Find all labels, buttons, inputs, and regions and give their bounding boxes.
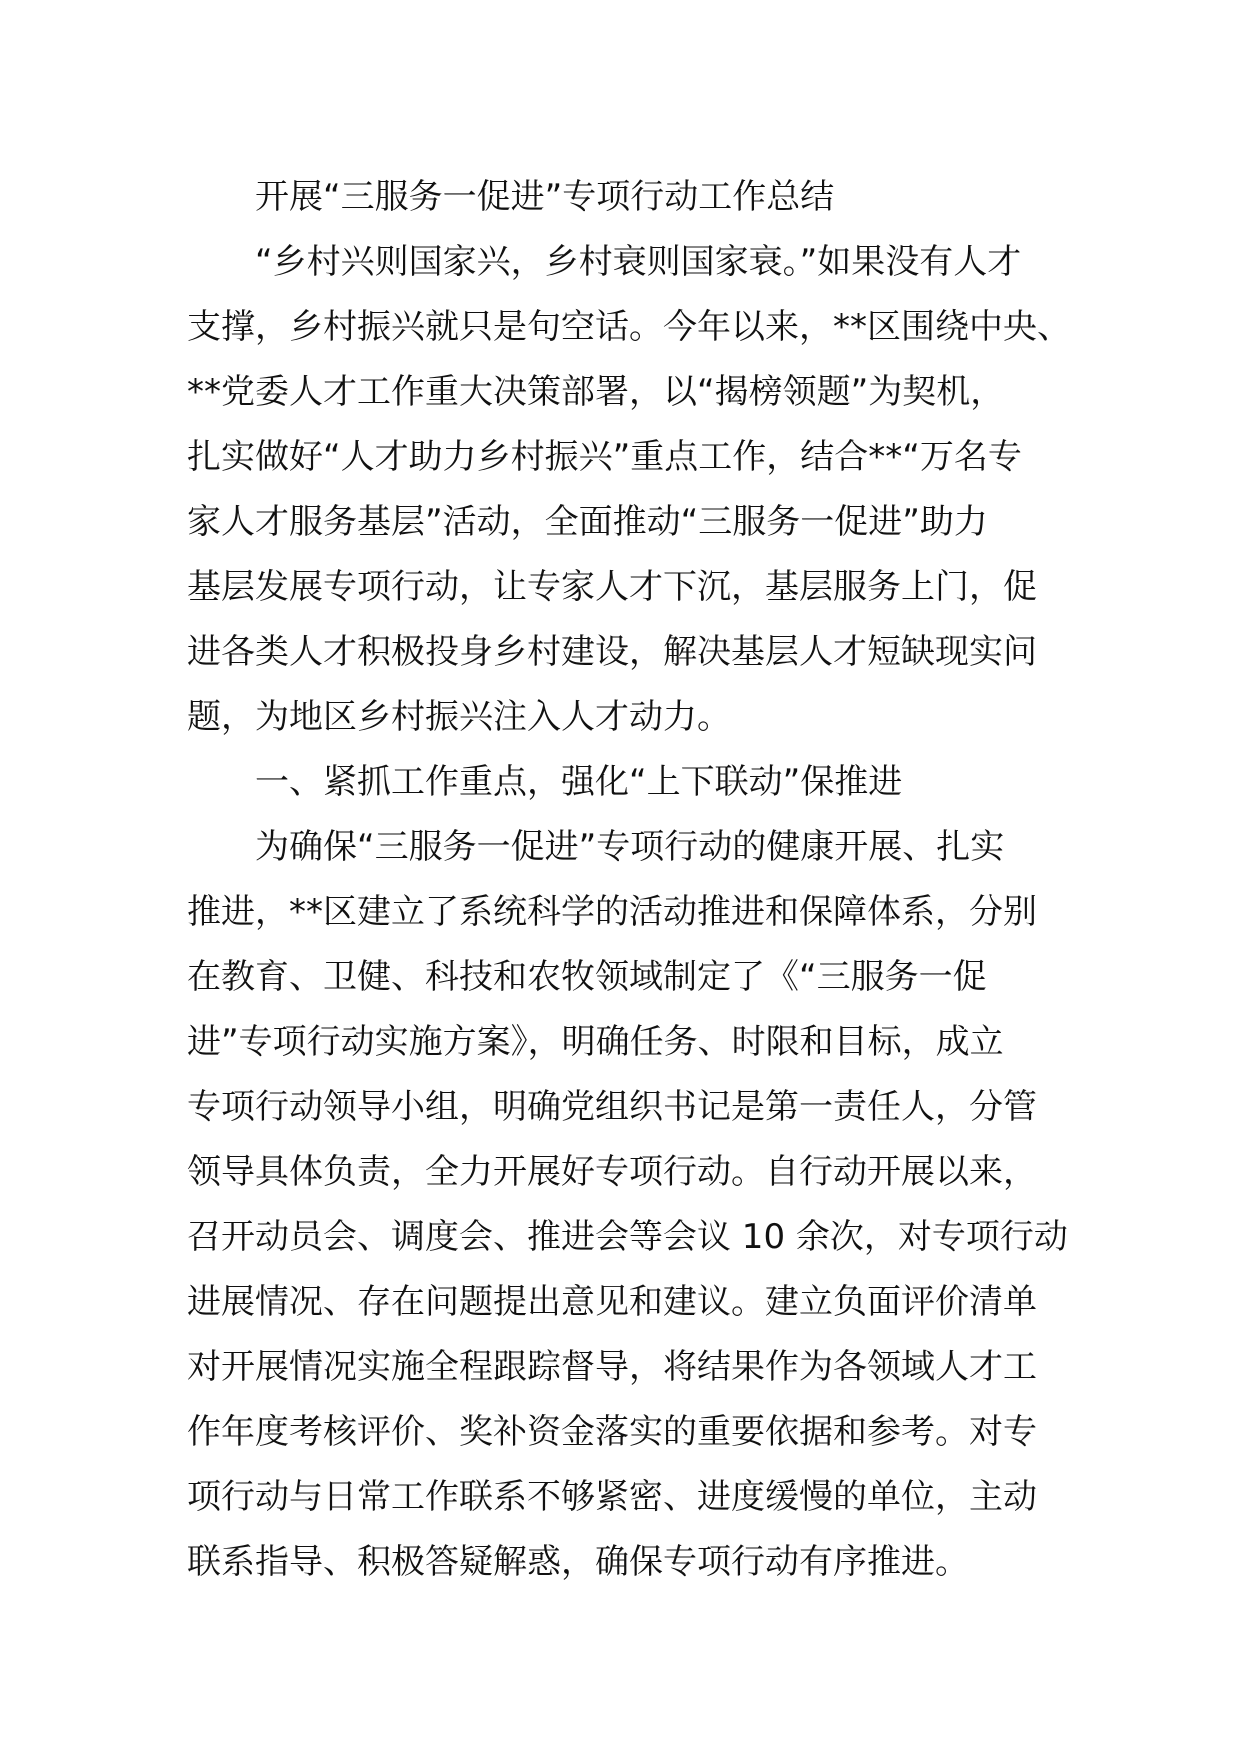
paragraph-line: 题，为地区乡村振兴注入人才动力。 bbox=[187, 697, 731, 737]
paragraph-line: 对开展情况实施全程跟踪督导，将结果作为各领域人才工 bbox=[187, 1347, 1037, 1387]
paragraph-line: 领导具体负责，全力开展好专项行动。自行动开展以来， bbox=[187, 1152, 1037, 1192]
paragraph-line: **党委人才工作重大决策部署，以“揭榜领题”为契机， bbox=[187, 372, 1005, 412]
document-title: 开展“三服务一促进”专项行动工作总结 bbox=[255, 177, 835, 217]
paragraph-line: 推进，**区建立了系统科学的活动推进和保障体系，分别 bbox=[187, 892, 1037, 932]
paragraph-line: 项行动与日常工作联系不够紧密、进度缓慢的单位，主动 bbox=[187, 1477, 1037, 1517]
paragraph-line: 召开动员会、调度会、推进会等会议 10 余次，对专项行动 bbox=[187, 1217, 1068, 1257]
paragraph-line: 进”专项行动实施方案》，明确任务、时限和目标，成立 bbox=[187, 1022, 1004, 1062]
paragraph-line: 为确保“三服务一促进”专项行动的健康开展、扎实 bbox=[255, 827, 1005, 867]
paragraph-line: 在教育、卫健、科技和农牧领域制定了《“三服务一促 bbox=[187, 957, 987, 997]
paragraph-line: 扎实做好“人才助力乡村振兴”重点工作，结合**“万名专 bbox=[187, 437, 1022, 477]
document-page bbox=[187, 165, 1071, 1595]
paragraph-line: 进各类人才积极投身乡村建设，解决基层人才短缺现实问 bbox=[187, 632, 1037, 672]
section-heading: 一、紧抓工作重点，强化“上下联动”保推进 bbox=[255, 762, 903, 802]
paragraph-line: 联系指导、积极答疑解惑，确保专项行动有序推进。 bbox=[187, 1542, 969, 1582]
paragraph-line: 进展情况、存在问题提出意见和建议。建立负面评价清单 bbox=[187, 1282, 1037, 1322]
paragraph-line: 支撑，乡村振兴就只是句空话。今年以来，**区围绕中央、 bbox=[187, 307, 1071, 347]
paragraph-line: 家人才服务基层”活动，全面推动“三服务一促进”助力 bbox=[187, 502, 988, 542]
paragraph-line: 基层发展专项行动，让专家人才下沉，基层服务上门，促 bbox=[187, 567, 1037, 607]
paragraph-line: “乡村兴则国家兴，乡村衰则国家衰。”如果没有人才 bbox=[255, 242, 1022, 282]
paragraph-line: 专项行动领导小组，明确党组织书记是第一责任人，分管 bbox=[187, 1087, 1037, 1127]
paragraph-line: 作年度考核评价、奖补资金落实的重要依据和参考。对专 bbox=[187, 1412, 1037, 1452]
